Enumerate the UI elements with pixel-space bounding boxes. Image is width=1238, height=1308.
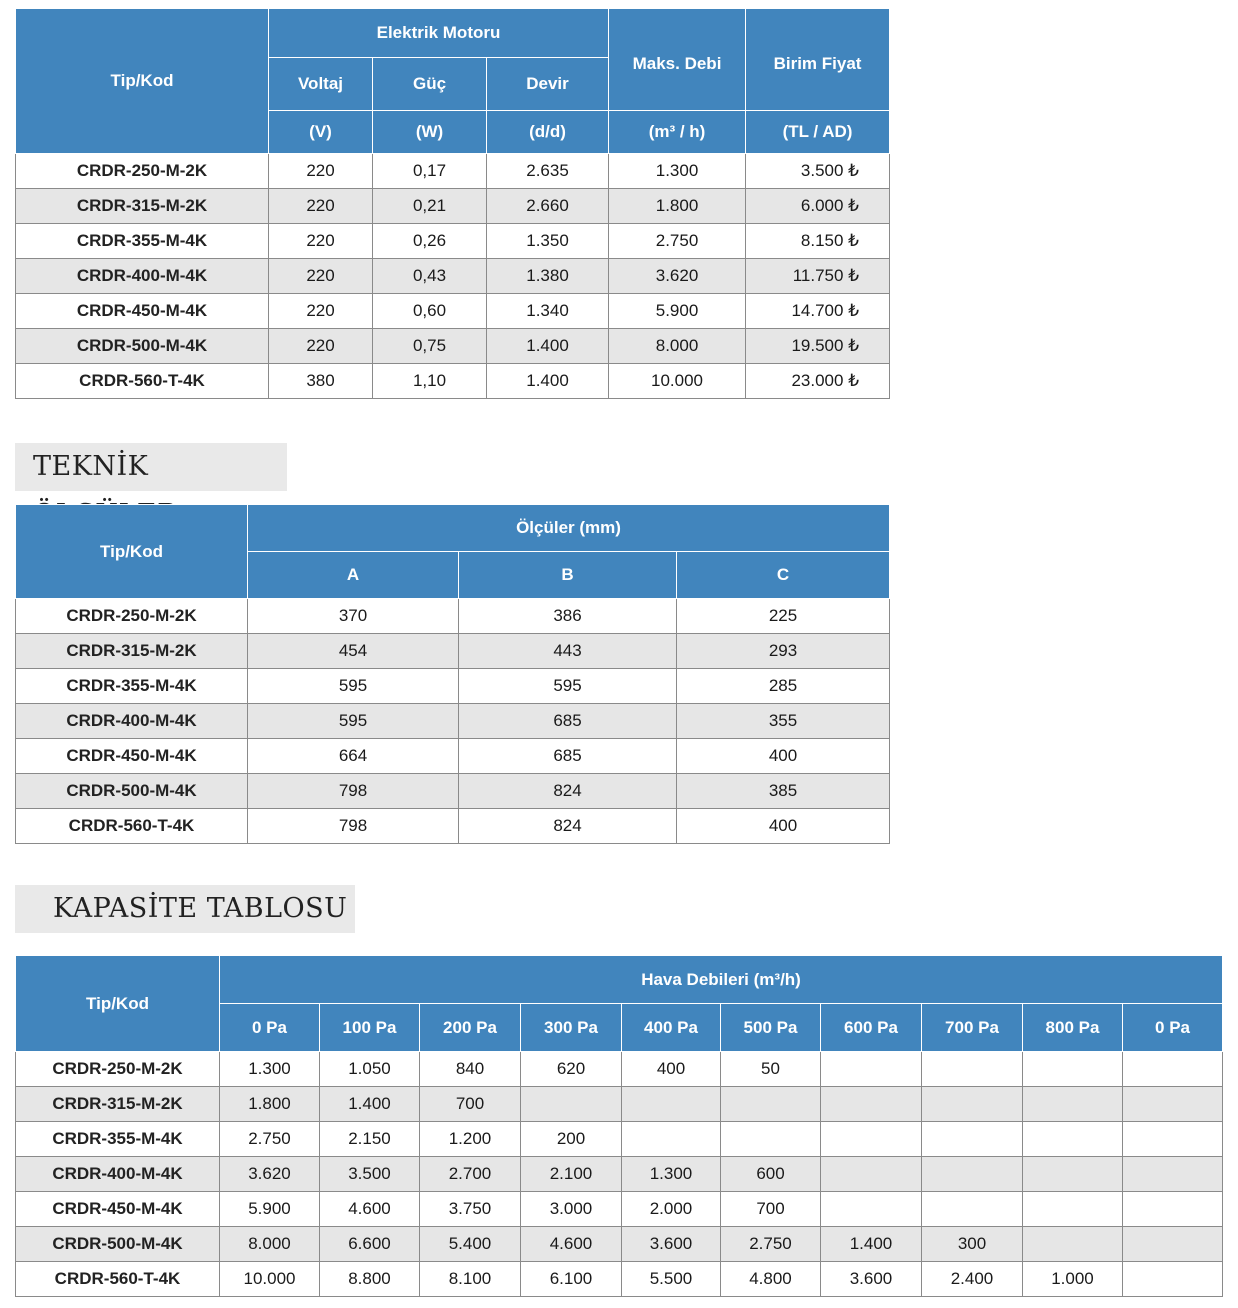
model-code: CRDR-450-M-4K [16, 294, 269, 329]
capacity-value: 700 [420, 1087, 521, 1122]
table-row [16, 1262, 1223, 1297]
capacity-value [821, 1192, 922, 1227]
debi-value: 1.800 [609, 189, 746, 224]
model-code: CRDR-500-M-4K [16, 1227, 220, 1262]
model-code: CRDR-315-M-2K [16, 1087, 220, 1122]
debi-value: 8.000 [609, 329, 746, 364]
capacity-value [1123, 1192, 1223, 1227]
model-code: CRDR-400-M-4K [16, 259, 269, 294]
model-code: CRDR-250-M-2K [16, 599, 248, 634]
dim-a: 454 [248, 634, 459, 669]
unit-fiyat: (TL / AD) [746, 111, 890, 154]
capacity-value: 5.500 [622, 1262, 721, 1297]
capacity-value: 8.100 [420, 1262, 521, 1297]
guc-value: 0,43 [373, 259, 487, 294]
capacity-value: 1.000 [1023, 1262, 1123, 1297]
voltaj-value: 380 [269, 364, 373, 399]
capacity-value [1023, 1157, 1123, 1192]
table-row [16, 1087, 1223, 1122]
capacity-value [1123, 1157, 1223, 1192]
debi-value: 1.300 [609, 154, 746, 189]
capacity-value [1023, 1122, 1123, 1157]
header-pressure: 600 Pa [821, 1004, 922, 1052]
capacity-value: 400 [622, 1052, 721, 1087]
dim-a: 664 [248, 739, 459, 774]
model-code: CRDR-315-M-2K [16, 189, 269, 224]
dim-a: 798 [248, 809, 459, 844]
capacity-value: 1.200 [420, 1122, 521, 1157]
capacity-value: 6.100 [521, 1262, 622, 1297]
capacity-value: 300 [922, 1227, 1023, 1262]
capacity-value: 3.000 [521, 1192, 622, 1227]
capacity-value: 1.050 [320, 1052, 420, 1087]
header-pressure: 0 Pa [1123, 1004, 1223, 1052]
table-row [16, 259, 890, 294]
section-title-kapasite-tablosu: KAPASİTE TABLOSU [15, 885, 355, 933]
table-row [16, 364, 890, 399]
dim-c: 400 [677, 809, 890, 844]
model-code: CRDR-560-T-4K [16, 1262, 220, 1297]
capacity-value [922, 1192, 1023, 1227]
dim-b: 595 [459, 669, 677, 704]
dim-b: 824 [459, 774, 677, 809]
devir-value: 1.400 [487, 364, 609, 399]
dim-a: 595 [248, 669, 459, 704]
capacity-value: 4.800 [721, 1262, 821, 1297]
model-code: CRDR-500-M-4K [16, 329, 269, 364]
capacity-value: 8.000 [220, 1227, 320, 1262]
table-row [16, 1122, 1223, 1157]
capacity-value: 620 [521, 1052, 622, 1087]
debi-value: 3.620 [609, 259, 746, 294]
table-row [16, 189, 890, 224]
price-value: 23.000 ₺ [746, 364, 890, 399]
header-pressure: 300 Pa [521, 1004, 622, 1052]
voltaj-value: 220 [269, 294, 373, 329]
capacity-value: 2.400 [922, 1262, 1023, 1297]
capacity-value [1123, 1262, 1223, 1297]
capacity-value [821, 1087, 922, 1122]
capacity-value: 3.600 [821, 1262, 922, 1297]
capacity-value [1123, 1227, 1223, 1262]
table-row [16, 329, 890, 364]
dim-c: 293 [677, 634, 890, 669]
dim-c: 285 [677, 669, 890, 704]
model-code: CRDR-450-M-4K [16, 1192, 220, 1227]
table-row [16, 224, 890, 259]
capacity-value [1123, 1122, 1223, 1157]
model-code: CRDR-400-M-4K [16, 704, 248, 739]
header-tip-kod: Tip/Kod [16, 956, 220, 1052]
capacity-value [1023, 1227, 1123, 1262]
debi-value: 5.900 [609, 294, 746, 329]
header-pressure: 0 Pa [220, 1004, 320, 1052]
capacity-value [922, 1052, 1023, 1087]
dim-b: 824 [459, 809, 677, 844]
capacity-value: 840 [420, 1052, 521, 1087]
guc-value: 0,17 [373, 154, 487, 189]
header-pressure: 800 Pa [1023, 1004, 1123, 1052]
header-elektrik-motoru: Elektrik Motoru [269, 9, 609, 58]
capacity-value [1023, 1087, 1123, 1122]
header-b: B [459, 552, 677, 599]
dim-a: 370 [248, 599, 459, 634]
dim-a: 798 [248, 774, 459, 809]
guc-value: 1,10 [373, 364, 487, 399]
dim-b: 685 [459, 739, 677, 774]
capacity-value: 1.400 [320, 1087, 420, 1122]
guc-value: 0,75 [373, 329, 487, 364]
header-pressure: 400 Pa [622, 1004, 721, 1052]
capacity-value [1023, 1192, 1123, 1227]
capacity-value [1123, 1052, 1223, 1087]
header-pressure: 500 Pa [721, 1004, 821, 1052]
unit-guc: (W) [373, 111, 487, 154]
table-row [16, 704, 890, 739]
dim-c: 355 [677, 704, 890, 739]
model-code: CRDR-250-M-2K [16, 1052, 220, 1087]
dim-a: 595 [248, 704, 459, 739]
capacity-table [15, 955, 1223, 1297]
header-tip-kod: Tip/Kod [16, 505, 248, 599]
table-row [16, 669, 890, 704]
header-tip-kod: Tip/Kod [16, 9, 269, 154]
capacity-value [1023, 1052, 1123, 1087]
capacity-value: 2.750 [721, 1227, 821, 1262]
unit-debi: (m³ / h) [609, 111, 746, 154]
model-code: CRDR-355-M-4K [16, 224, 269, 259]
header-olculer: Ölçüler (mm) [248, 505, 890, 552]
devir-value: 1.400 [487, 329, 609, 364]
devir-value: 2.660 [487, 189, 609, 224]
voltaj-value: 220 [269, 224, 373, 259]
price-value: 14.700 ₺ [746, 294, 890, 329]
devir-value: 1.350 [487, 224, 609, 259]
capacity-value: 8.800 [320, 1262, 420, 1297]
price-value: 11.750 ₺ [746, 259, 890, 294]
capacity-value: 6.600 [320, 1227, 420, 1262]
capacity-value: 2.150 [320, 1122, 420, 1157]
header-pressure: 200 Pa [420, 1004, 521, 1052]
table-row [16, 1227, 1223, 1262]
voltaj-value: 220 [269, 329, 373, 364]
capacity-value: 3.600 [622, 1227, 721, 1262]
capacity-value: 50 [721, 1052, 821, 1087]
section-title-teknik-olculer: TEKNİK [15, 443, 287, 491]
capacity-value [821, 1052, 922, 1087]
capacity-value [721, 1122, 821, 1157]
capacity-value [622, 1122, 721, 1157]
model-code: CRDR-450-M-4K [16, 739, 248, 774]
capacity-value [721, 1087, 821, 1122]
table-row [16, 774, 890, 809]
price-table [15, 8, 890, 399]
voltaj-value: 220 [269, 259, 373, 294]
price-value: 3.500 ₺ [746, 154, 890, 189]
dim-b: 386 [459, 599, 677, 634]
header-hava-debileri: Hava Debileri (m³/h) [220, 956, 1223, 1004]
capacity-value [821, 1122, 922, 1157]
model-code: CRDR-560-T-4K [16, 364, 269, 399]
model-code: CRDR-500-M-4K [16, 774, 248, 809]
dim-b: 443 [459, 634, 677, 669]
capacity-value: 2.700 [420, 1157, 521, 1192]
table-row [16, 294, 890, 329]
model-code: CRDR-355-M-4K [16, 1122, 220, 1157]
model-code: CRDR-250-M-2K [16, 154, 269, 189]
voltaj-value: 220 [269, 189, 373, 224]
capacity-value: 700 [721, 1192, 821, 1227]
capacity-value [922, 1087, 1023, 1122]
header-a: A [248, 552, 459, 599]
model-code: CRDR-560-T-4K [16, 809, 248, 844]
capacity-value: 2.100 [521, 1157, 622, 1192]
guc-value: 0,21 [373, 189, 487, 224]
unit-devir: (d/d) [487, 111, 609, 154]
capacity-value: 3.750 [420, 1192, 521, 1227]
header-devir: Devir [487, 58, 609, 111]
capacity-value: 1.400 [821, 1227, 922, 1262]
capacity-value: 1.300 [220, 1052, 320, 1087]
voltaj-value: 220 [269, 154, 373, 189]
table-row [16, 599, 890, 634]
capacity-value: 3.500 [320, 1157, 420, 1192]
devir-value: 2.635 [487, 154, 609, 189]
debi-value: 2.750 [609, 224, 746, 259]
dim-b: 685 [459, 704, 677, 739]
table-row [16, 1157, 1223, 1192]
capacity-value: 2.000 [622, 1192, 721, 1227]
capacity-value: 200 [521, 1122, 622, 1157]
table-row [16, 634, 890, 669]
header-voltaj: Voltaj [269, 58, 373, 111]
unit-voltaj: (V) [269, 111, 373, 154]
dim-c: 385 [677, 774, 890, 809]
table-row [16, 739, 890, 774]
dim-c: 400 [677, 739, 890, 774]
guc-value: 0,26 [373, 224, 487, 259]
header-pressure: 100 Pa [320, 1004, 420, 1052]
capacity-value: 5.900 [220, 1192, 320, 1227]
guc-value: 0,60 [373, 294, 487, 329]
dimensions-table [15, 504, 890, 844]
header-c: C [677, 552, 890, 599]
model-code: CRDR-400-M-4K [16, 1157, 220, 1192]
header-pressure: 700 Pa [922, 1004, 1023, 1052]
capacity-value: 3.620 [220, 1157, 320, 1192]
capacity-value: 4.600 [320, 1192, 420, 1227]
table-row [16, 1052, 1223, 1087]
capacity-value: 5.400 [420, 1227, 521, 1262]
header-maks-debi: Maks. Debi [609, 9, 746, 111]
capacity-value [922, 1122, 1023, 1157]
capacity-value [922, 1157, 1023, 1192]
capacity-value: 2.750 [220, 1122, 320, 1157]
table-row [16, 154, 890, 189]
dim-c: 225 [677, 599, 890, 634]
capacity-value [622, 1087, 721, 1122]
capacity-value: 10.000 [220, 1262, 320, 1297]
devir-value: 1.340 [487, 294, 609, 329]
capacity-value: 1.300 [622, 1157, 721, 1192]
table-row [16, 1192, 1223, 1227]
debi-value: 10.000 [609, 364, 746, 399]
model-code: CRDR-355-M-4K [16, 669, 248, 704]
capacity-value [1123, 1087, 1223, 1122]
table-row [16, 809, 890, 844]
devir-value: 1.380 [487, 259, 609, 294]
capacity-value [521, 1087, 622, 1122]
price-value: 8.150 ₺ [746, 224, 890, 259]
price-value: 6.000 ₺ [746, 189, 890, 224]
capacity-value: 4.600 [521, 1227, 622, 1262]
price-value: 19.500 ₺ [746, 329, 890, 364]
capacity-value: 600 [721, 1157, 821, 1192]
header-birim-fiyat: Birim Fiyat [746, 9, 890, 111]
header-guc: Güç [373, 58, 487, 111]
capacity-value: 1.800 [220, 1087, 320, 1122]
model-code: CRDR-315-M-2K [16, 634, 248, 669]
capacity-value [821, 1157, 922, 1192]
